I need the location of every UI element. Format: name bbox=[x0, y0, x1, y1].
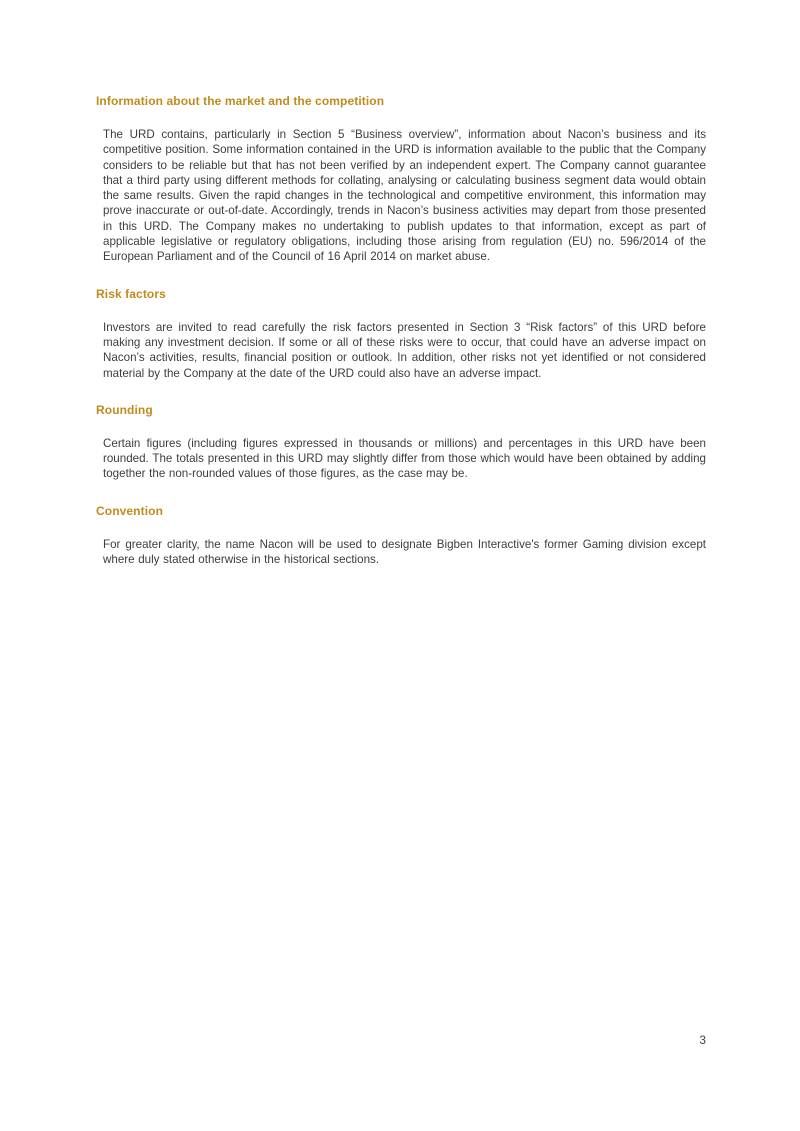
section-body-market-competition: The URD contains, particularly in Section 5 “Business overview”, information about Nacon’s business and its competitive position. Some information contained in the URD is information available to the public that the Company considers to be reliable but that has not been verified by an independent expert. The Company cannot guarantee that a third party using different methods for collating, analysing or calculating business segment data would obtain the same results. Given the rapid changes in the technological and competitive environment, this information may prove inaccurate or out-of-date. Accordingly, trends in Nacon’s business activities may depart from those presented in this URD. The Company makes no undertaking to publish updates to that information, except as part of applicable legislative or regulatory obligations, including those arising from regulation (EU) no. 596/2014 of the European Parliament and of the Council of 16 April 2014 on market abuse. bbox=[103, 128, 706, 264]
section-body-convention: For greater clarity, the name Nacon will be used to designate Bigben Interactive's former Gaming division except where duly stated otherwise in the historical sections. bbox=[103, 537, 706, 567]
section-heading-convention: Convention bbox=[96, 503, 163, 518]
section-heading-market-competition: Information about the market and the competition bbox=[96, 94, 385, 108]
page-content bbox=[96, 94, 706, 589]
section-convention bbox=[96, 504, 706, 568]
section-rounding bbox=[96, 403, 706, 482]
section-heading-rounding: Rounding bbox=[96, 402, 153, 417]
section-risk-factors bbox=[96, 287, 706, 381]
section-market-competition bbox=[96, 94, 706, 265]
page-number: 3 bbox=[699, 1034, 706, 1047]
section-heading-risk-factors: Risk factors bbox=[96, 286, 166, 301]
section-body-risk-factors: Investors are invited to read carefully the risk factors presented in Section 3 “Risk factors” of this URD before making any investment decision. If some or all of these risks were to occur, that could have an adverse impact on Nacon’s activities, results, financial position or outlook. In addition, other risks not yet identified or not considered material by the Company at the date of the URD could also have an adverse impact. bbox=[103, 320, 706, 380]
section-body-rounding: Certain figures (including figures expressed in thousands or millions) and percentages in this URD have been rounded. The totals presented in this URD may slightly differ from those which would have been obtained by adding together the non-rounded values of those figures, as the case may be. bbox=[103, 436, 706, 481]
